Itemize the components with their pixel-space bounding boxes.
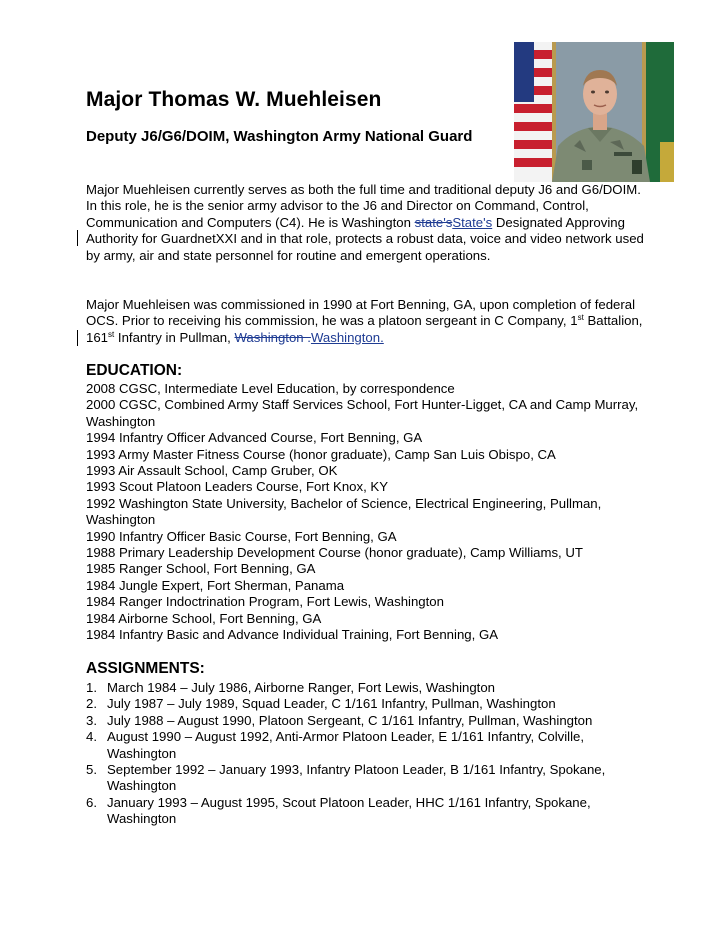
assignment-item bbox=[86, 762, 646, 795]
deleted-text: state's bbox=[414, 214, 453, 230]
assignment-text: August 1990 – August 1992, Anti-Armor Platoon Leader, E 1/161 Infantry, Colville, Washington bbox=[107, 729, 585, 761]
bio-text: Major Muehleisen was commissioned in 1990 at Fort Benning, GA, upon completion of federal OCS. Prior to receiving his commission, he was a platoon sergeant in C Company, 1 bbox=[86, 297, 636, 329]
education-item: 1988 Primary Leadership Development Course (honor graduate), Camp Williams, UT bbox=[86, 545, 583, 561]
education-item: 1985 Ranger School, Fort Benning, GA bbox=[86, 561, 316, 577]
state-flag-icon bbox=[642, 42, 674, 182]
education-item: 1992 Washington State University, Bachelor of Science, Electrical Engineering, Pullman, Washington bbox=[86, 495, 602, 528]
portrait-photo bbox=[514, 42, 674, 182]
education-item: 1990 Infantry Officer Basic Course, Fort Benning, GA bbox=[86, 528, 397, 544]
assignment-item bbox=[86, 729, 646, 762]
inserted-text: State's bbox=[452, 214, 493, 230]
education-heading: EDUCATION: bbox=[86, 362, 183, 379]
education-item: 1984 Infantry Basic and Advance Individual Training, Fort Benning, GA bbox=[86, 627, 498, 643]
education-item: 1993 Army Master Fitness Course (honor graduate), Camp San Luis Obispo, CA bbox=[86, 446, 556, 462]
education-item: 1993 Scout Platoon Leaders Course, Fort Knox, KY bbox=[86, 479, 389, 495]
inserted-text: Washington. bbox=[310, 329, 384, 345]
bio-paragraph-2 bbox=[86, 297, 646, 346]
item-number: 4. bbox=[86, 729, 97, 745]
revision-change-bar bbox=[77, 330, 78, 346]
assignment-item bbox=[86, 696, 646, 712]
ordinal-suffix: st bbox=[108, 329, 115, 339]
bio-text: Designated Approving Authority for GuardnetXXI and in that role, protects a robust data, voice and video network used by army, air and state personnel for routine and emergent operations. bbox=[86, 214, 644, 263]
education-item: 1994 Infantry Officer Advanced Course, Fort Benning, GA bbox=[86, 430, 423, 446]
bio-text: Major Muehleisen currently serves as both the full time and traditional deputy J6 and G6/DOIM. In this role, he is the senior army advisor to the J6 and Director on Command, Control, Communication and Computers (C4). He is Washington bbox=[86, 182, 641, 230]
assignment-text: July 1987 – July 1989, Squad Leader, C 1/161 Infantry, Pullman, Washington bbox=[107, 696, 556, 712]
education-item: 1984 Jungle Expert, Fort Sherman, Panama bbox=[86, 577, 345, 593]
bio-paragraph-1 bbox=[86, 182, 646, 264]
page-title: Major Thomas W. Muehleisen bbox=[86, 88, 382, 111]
assignments-heading: ASSIGNMENTS: bbox=[86, 660, 205, 677]
assignment-text: July 1988 – August 1990, Platoon Sergeant, C 1/161 Infantry, Pullman, Washington bbox=[107, 712, 593, 728]
assignment-item bbox=[86, 680, 646, 696]
bio-text: Battalion, 161 bbox=[86, 313, 643, 345]
assignment-text: March 1984 – July 1986, Airborne Ranger, Fort Lewis, Washington bbox=[107, 680, 496, 695]
item-number: 5. bbox=[86, 762, 97, 778]
assignment-text: September 1992 – January 1993, Infantry Platoon Leader, B 1/161 Infantry, Spokane, Washington bbox=[107, 762, 606, 794]
assignment-text: January 1993 – August 1995, Scout Platoon Leader, HHC 1/161 Infantry, Spokane, Washington bbox=[107, 794, 591, 827]
us-flag-icon bbox=[514, 42, 556, 182]
item-number: 2. bbox=[86, 696, 97, 712]
assignments-list bbox=[86, 680, 646, 828]
education-item: 2000 CGSC, Combined Army Staff Services School, Fort Hunter-Ligget, CA and Camp Murray, Washington bbox=[86, 397, 639, 429]
item-number: 3. bbox=[86, 712, 97, 728]
revision-change-bar bbox=[77, 230, 78, 246]
bio-text: Infantry in Pullman, bbox=[114, 329, 235, 345]
portrait-illustration bbox=[514, 42, 674, 182]
item-number: 1. bbox=[86, 680, 97, 695]
ordinal-suffix: st bbox=[577, 313, 584, 323]
assignment-item bbox=[86, 713, 646, 729]
education-item: 1984 Airborne School, Fort Benning, GA bbox=[86, 610, 322, 626]
deleted-text: Washington . bbox=[234, 329, 311, 345]
assignment-item bbox=[86, 795, 646, 828]
item-number: 6. bbox=[86, 794, 97, 810]
position-title: Deputy J6/G6/DOIM, Washington Army National Guard bbox=[86, 128, 473, 145]
education-item: 2008 CGSC, Intermediate Level Education, by correspondence bbox=[86, 381, 455, 396]
education-item: 1993 Air Assault School, Camp Gruber, OK bbox=[86, 463, 338, 479]
education-item: 1984 Ranger Indoctrination Program, Fort Lewis, Washington bbox=[86, 594, 444, 610]
education-list bbox=[86, 381, 646, 644]
